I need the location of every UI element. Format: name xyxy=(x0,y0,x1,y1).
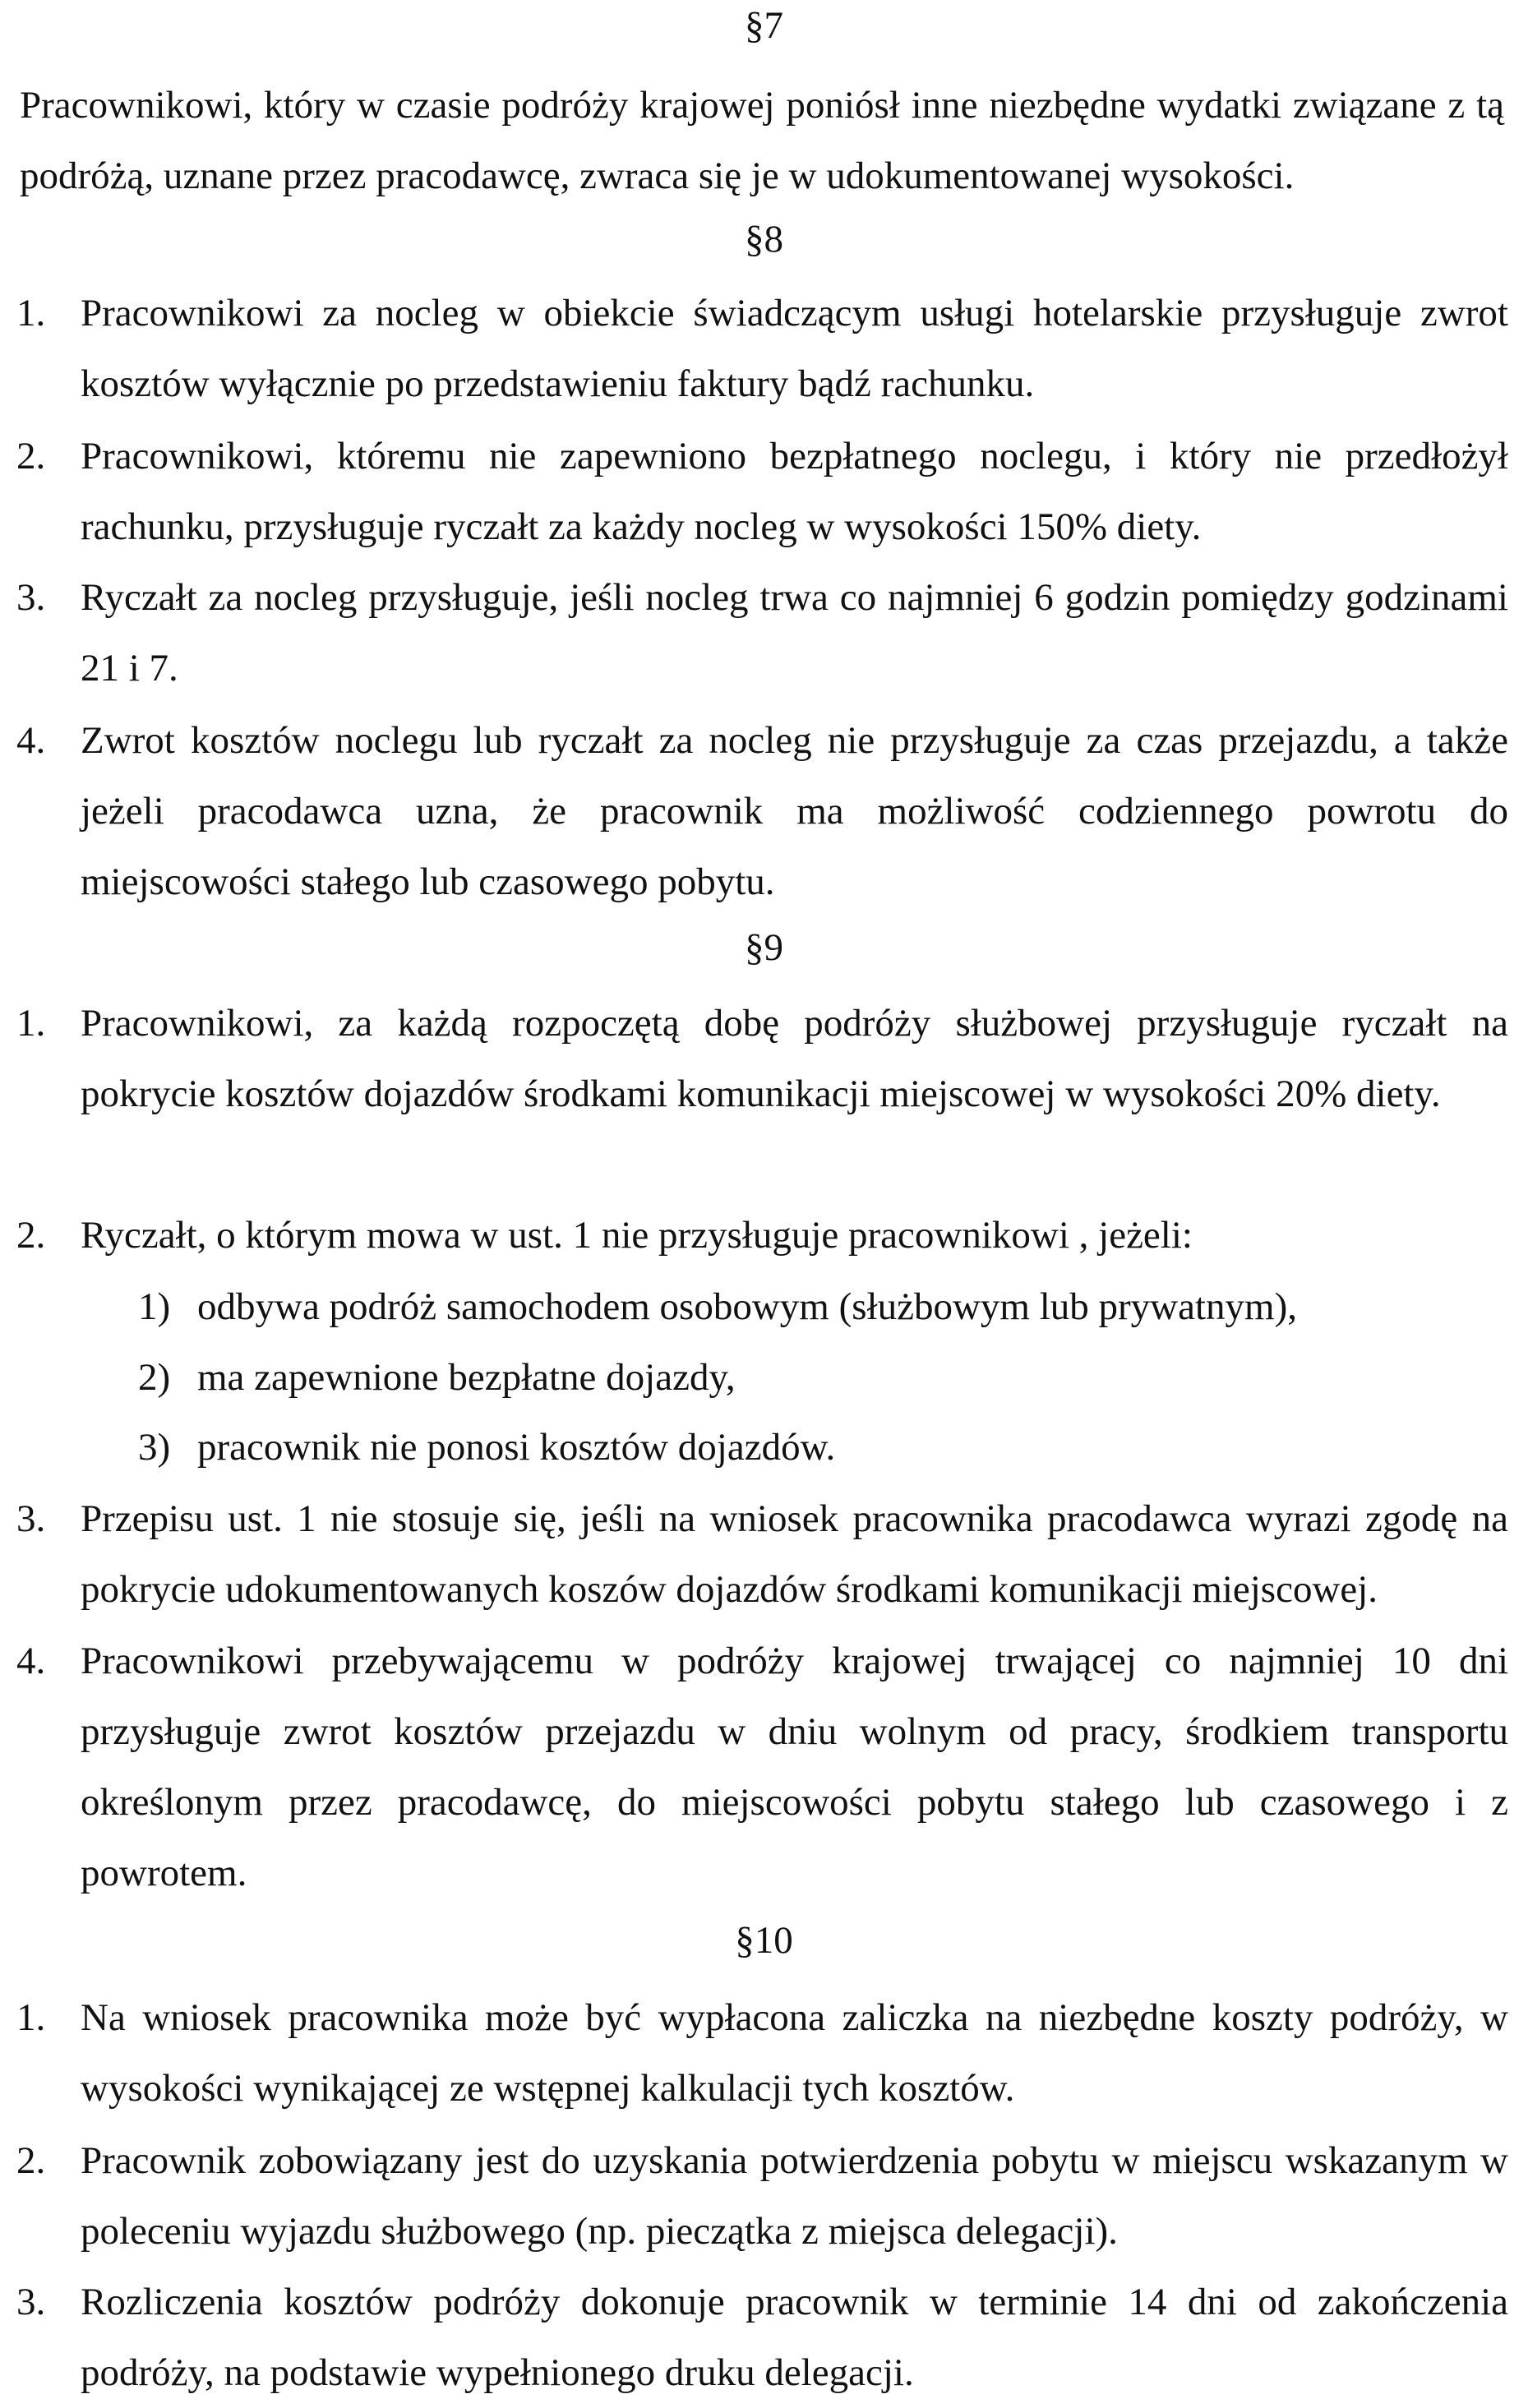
item-number: 1. xyxy=(16,1002,46,1045)
item-text: Pracownikowi, któremu nie zapewniono bezpłatnego noclegu, i który nie przedłożył rachunku, przysługuje ryczałt za każdy nocleg w wysokości 150% diety. xyxy=(81,435,1508,548)
section-9-subitem-1 xyxy=(138,1271,1453,1342)
section-9-subitem-3 xyxy=(138,1412,1453,1483)
section-8-item-3 xyxy=(16,562,1508,703)
subitem-text: pracownik nie ponosi kosztów dojazdów. xyxy=(197,1426,836,1469)
section-9-item-3 xyxy=(16,1483,1508,1625)
section-heading-7: §7 xyxy=(745,4,783,47)
item-number: 2. xyxy=(16,435,46,477)
item-text: Ryczałt, o którym mowa w ust. 1 nie przysługuje pracownikowi , jeżeli: xyxy=(81,1214,1193,1257)
section-10-item-2 xyxy=(16,2125,1508,2267)
section-10-item-3 xyxy=(16,2267,1508,2408)
section-9-item-4 xyxy=(16,1626,1508,1908)
section-heading-9: §9 xyxy=(745,926,783,969)
subitem-number: 1) xyxy=(138,1285,171,1328)
item-number: 3. xyxy=(16,2281,46,2323)
subitem-text: ma zapewnione bezpłatne dojazdy, xyxy=(197,1356,736,1399)
section-8-item-1 xyxy=(16,278,1508,419)
item-text: Rozliczenia kosztów podróży dokonuje pracownik w terminie 14 dni od zakończenia podróży, na podstawie wypełnionego druku delegacji. xyxy=(81,2281,1508,2394)
section-8-item-2 xyxy=(16,421,1508,562)
item-text: Pracownikowi przebywającemu w podróży krajowej trwającej co najmniej 10 dni przysługuje zwrot kosztów przejazdu w dniu wolnym od pracy, środkiem transportu określonym przez pracodawcę, do miejscowości pobytu stałego lub czasowego i z powrotem. xyxy=(81,1640,1508,1894)
item-number: 1. xyxy=(16,1996,46,2039)
item-text: Na wniosek pracownika może być wypłacona zaliczka na niezbędne koszty podróży, w wysokości wynikającej ze wstępnej kalkulacji tych kosztów. xyxy=(81,1996,1508,2110)
section-10-item-1 xyxy=(16,1982,1508,2124)
item-number: 2. xyxy=(16,2139,46,2182)
subitem-number: 3) xyxy=(138,1426,171,1469)
section-heading-10: §10 xyxy=(735,1919,793,1962)
section-7-paragraph: Pracownikowi, który w czasie podróży krajowej poniósł inne niezbędne wydatki związane z tą podróżą, uznane przez pracodawcę, zwraca się je w udokumentowanej wysokości. xyxy=(20,84,1504,197)
item-number: 4. xyxy=(16,1640,46,1682)
item-number: 1. xyxy=(16,292,46,334)
item-text: Przepisu ust. 1 nie stosuje się, jeśli na wniosek pracownika pracodawca wyrazi zgodę na pokrycie udokumentowanych koszów dojazdów środkami komunikacji miejscowej. xyxy=(81,1497,1508,1611)
item-number: 2. xyxy=(16,1214,46,1257)
item-text: Zwrot kosztów noclegu lub ryczałt za nocleg nie przysługuje za czas przejazdu, a także jeżeli pracodawca uzna, że pracownik ma możliwość codziennego powrotu do miejscowości stałego lub czasowego pobytu. xyxy=(81,719,1508,903)
item-text: Ryczałt za nocleg przysługuje, jeśli nocleg trwa co najmniej 6 godzin pomiędzy godzinami 21 i 7. xyxy=(81,576,1508,690)
item-text: Pracownikowi, za każdą rozpoczętą dobę podróży służbowej przysługuje ryczałt na pokrycie kosztów dojazdów środkami komunikacji miejscowej w wysokości 20% diety. xyxy=(81,1002,1508,1115)
subitem-number: 2) xyxy=(138,1356,171,1399)
section-9-subitem-2 xyxy=(138,1342,1453,1413)
subitem-text: odbywa podróż samochodem osobowym (służbowym lub prywatnym), xyxy=(197,1285,1297,1328)
item-text: Pracownikowi za nocleg w obiekcie świadczącym usługi hotelarskie przysługuje zwrot kosztów wyłącznie po przedstawieniu faktury bądź rachunku. xyxy=(81,292,1508,405)
item-number: 4. xyxy=(16,719,46,762)
item-number: 3. xyxy=(16,576,46,619)
item-text: Pracownik zobowiązany jest do uzyskania potwierdzenia pobytu w miejscu wskazanym w poleceniu wyjazdu służbowego (np. pieczątka z miejsca delegacji). xyxy=(81,2139,1508,2253)
section-9-item-1 xyxy=(16,988,1508,1129)
item-number: 3. xyxy=(16,1497,46,1540)
section-heading-8: §8 xyxy=(745,218,783,261)
section-8-item-4 xyxy=(16,705,1508,917)
section-9-item-2 xyxy=(16,1200,1508,1271)
